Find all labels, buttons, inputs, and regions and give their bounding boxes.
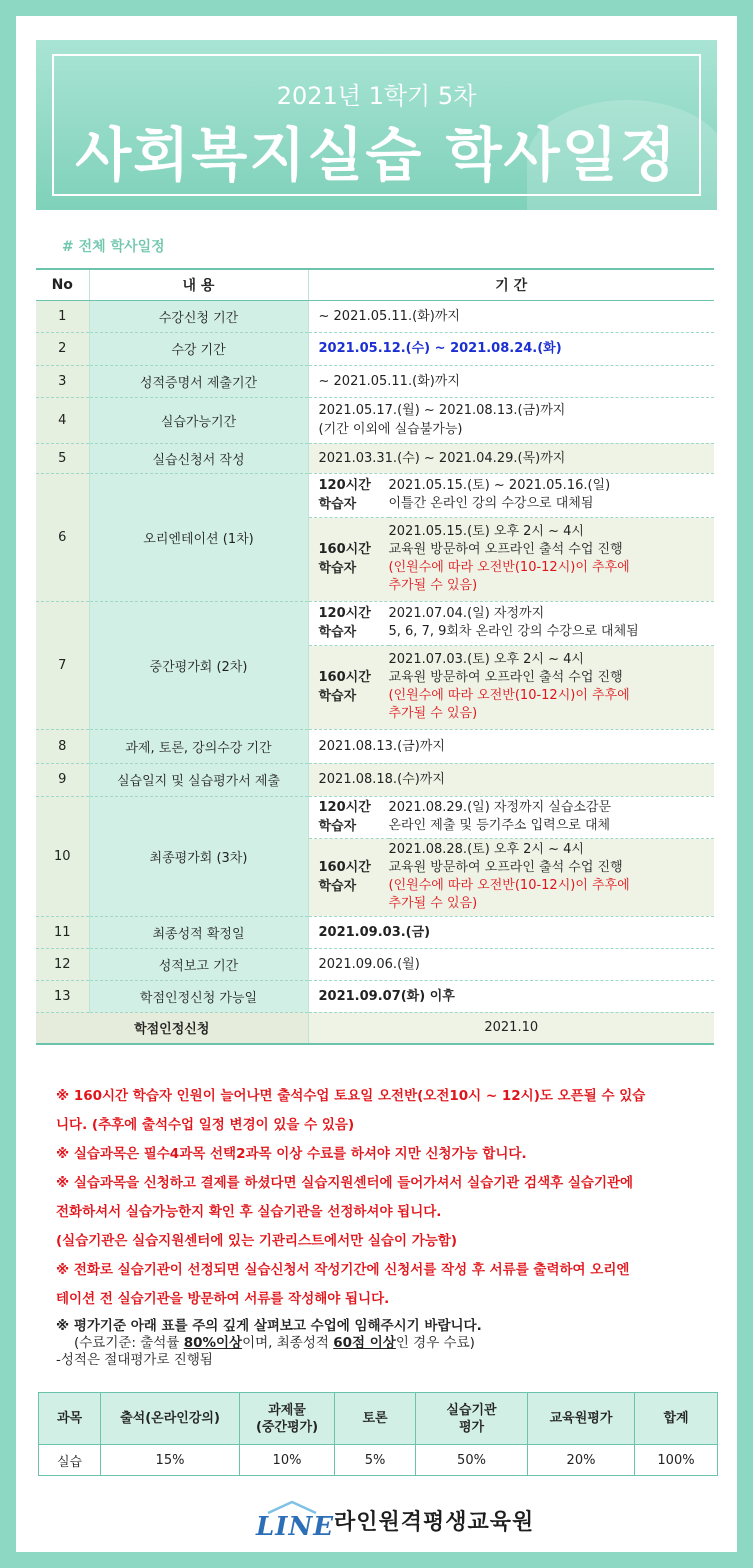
table-row — [36, 443, 714, 473]
row-period: 2021.09.03.(금) — [308, 916, 714, 948]
grade-cell: 실습 — [39, 1445, 101, 1476]
note-line: 테이션 전 실습기관을 방문하여 서류를 작성해야 됩니다. — [56, 1291, 390, 1307]
table-row — [36, 332, 714, 365]
sub-row-160 — [309, 646, 715, 729]
table-row-final — [36, 1012, 714, 1044]
sub-row-160 — [309, 839, 715, 916]
row-no: 9 — [36, 763, 89, 796]
row-period: ~ 2021.05.11.(화)까지 — [308, 300, 714, 332]
sub-text: 2021.05.15.(토) 오후 2시 ~ 4시 교육원 방문하여 오프라인 출석 수업 진행 (인원수에 따라 오전반(10-12시)이 추후에 추가될 수 있음) — [389, 518, 715, 601]
banner-title: 사회복지실습 학사일정 — [75, 121, 678, 189]
sub-label: 120시간 학습자 — [309, 797, 389, 839]
sub-row-120 — [309, 797, 715, 839]
row-no: 1 — [36, 300, 89, 332]
header-period: 기 간 — [308, 269, 714, 300]
table-row — [36, 300, 714, 332]
grade-cell: 5% — [335, 1445, 416, 1476]
note-line: 니다. (추후에 출석수업 일정 변경이 있을 수 있음) — [56, 1117, 355, 1133]
row-content: 오리엔테이션 (1차) — [89, 473, 308, 601]
row-no: 11 — [36, 916, 89, 948]
row-no: 8 — [36, 729, 89, 763]
page — [16, 16, 737, 1552]
row-period — [308, 397, 714, 443]
note-line: ※ 전화로 실습기관이 선정되면 실습신청서 작성기간에 신청서를 작성 후 서류를 출력하여 오리엔 — [56, 1262, 630, 1278]
criteria-absolute: -성적은 절대평가로 진행됨 — [56, 1352, 213, 1368]
final-row-content: 학점인정신청 — [36, 1012, 308, 1044]
grade-header: 과제물 (중간평가) — [240, 1393, 335, 1445]
row-period — [308, 796, 714, 916]
sub-text: 2021.08.28.(토) 오후 2시 ~ 4시 교육원 방문하여 오프라인 출석 수업 진행 (인원수에 따라 오전반(10-12시)이 추후에 추가될 수 있음) — [389, 839, 715, 916]
row-content: 중간평가회 (2차) — [89, 601, 308, 729]
row-no: 3 — [36, 365, 89, 397]
header-content: 내 용 — [89, 269, 308, 300]
institution-logo — [256, 1500, 534, 1540]
sub-text: 2021.07.03.(토) 오후 2시 ~ 4시 교육원 방문하여 오프라인 출석 수업 진행 (인원수에 따라 오전반(10-12시)이 추후에 추가될 수 있음) — [389, 646, 715, 729]
header-no: No — [36, 269, 89, 300]
grade-header: 과목 — [39, 1393, 101, 1445]
row-content: 최종성적 확정일 — [89, 916, 308, 948]
note-line: ※ 실습과목은 필수4과목 선택2과목 이상 수료를 하셔야 지만 신청가능 합니다. — [56, 1146, 527, 1162]
table-row — [36, 796, 714, 916]
grade-header: 합계 — [635, 1393, 718, 1445]
row-no: 13 — [36, 980, 89, 1012]
sub-schedule — [309, 602, 715, 729]
sub-schedule — [309, 474, 715, 601]
row-content: 실습신청서 작성 — [89, 443, 308, 473]
row-no: 12 — [36, 948, 89, 980]
sub-label: 160시간 학습자 — [309, 839, 389, 916]
row-period: 2021.03.31.(수) ~ 2021.04.29.(목)까지 — [308, 443, 714, 473]
institution-name: 라인원격평생교육원 — [334, 1509, 535, 1535]
row-period: 2021.09.07(화) 이후 — [308, 980, 714, 1012]
score-requirement: 60점 이상 — [333, 1335, 396, 1351]
row-period — [308, 601, 714, 729]
sub-row-160 — [309, 518, 715, 601]
period-line: (기간 이외에 실습불가능) — [318, 422, 463, 437]
table-row — [36, 365, 714, 397]
sub-row-120 — [309, 474, 715, 518]
period-line: 2021.05.17.(월) ~ 2021.08.13.(금)까지 — [318, 403, 566, 418]
section-heading: # 전체 학사일정 — [62, 239, 165, 255]
row-content: 수강 기간 — [89, 332, 308, 365]
note-line: ※ 160시간 학습자 인원이 늘어나면 출석수업 토요일 오전반(오전10시 ~ 12시)도 오픈될 수 있습 — [56, 1088, 646, 1104]
row-content: 실습가능기간 — [89, 397, 308, 443]
row-content: 실습일지 및 실습평가서 제출 — [89, 763, 308, 796]
grade-cell: 50% — [416, 1445, 528, 1476]
grade-cell: 15% — [101, 1445, 240, 1476]
sub-row-120 — [309, 602, 715, 646]
grade-header: 토론 — [335, 1393, 416, 1445]
grade-header: 교육원평가 — [528, 1393, 635, 1445]
header-banner — [36, 40, 717, 210]
grade-value-row — [39, 1445, 718, 1476]
sub-text: 2021.08.29.(일) 자정까지 실습소감문 온라인 제출 및 등기주소 입력으로 대체 — [389, 797, 715, 839]
sub-label: 120시간 학습자 — [309, 474, 389, 518]
row-no: 2 — [36, 332, 89, 365]
row-no: 10 — [36, 796, 89, 916]
sub-text: 2021.07.04.(일) 자정까지 5, 6, 7, 9회차 온라인 강의 수강으로 대체됨 — [389, 602, 715, 646]
table-row — [36, 948, 714, 980]
sub-label: 160시간 학습자 — [309, 518, 389, 601]
row-content: 성적보고 기간 — [89, 948, 308, 980]
table-row — [36, 397, 714, 443]
table-row — [36, 980, 714, 1012]
grade-cell: 100% — [635, 1445, 718, 1476]
grade-header-row — [39, 1393, 718, 1445]
table-row — [36, 916, 714, 948]
sub-label: 160시간 학습자 — [309, 646, 389, 729]
row-period — [308, 473, 714, 601]
grade-table — [38, 1392, 718, 1476]
attendance-requirement: 80%이상 — [183, 1335, 243, 1351]
grade-cell: 10% — [240, 1445, 335, 1476]
note-line: (실습기관은 실습지원센터에 있는 기관리스트에서만 실습이 가능함) — [56, 1233, 457, 1249]
table-row — [36, 473, 714, 601]
grade-cell: 20% — [528, 1445, 635, 1476]
grade-header: 실습기관 평가 — [416, 1393, 528, 1445]
row-no: 6 — [36, 473, 89, 601]
evaluation-criteria — [56, 1318, 706, 1369]
row-period: 2021.05.12.(수) ~ 2021.08.24.(화) — [308, 332, 714, 365]
sub-text: 2021.05.15.(토) ~ 2021.05.16.(일) 이틀간 온라인 강의 수강으로 대체됨 — [389, 474, 715, 518]
schedule-table — [36, 268, 714, 1045]
criteria-completion: (수료기준: 출석률 80%이상이며, 최종성적 60점 이상인 경우 수료) — [74, 1335, 475, 1351]
row-content: 학점인정신청 가능일 — [89, 980, 308, 1012]
final-row-period: 2021.10 — [308, 1012, 714, 1044]
row-content: 수강신청 기간 — [89, 300, 308, 332]
row-no: 5 — [36, 443, 89, 473]
line-logo-icon — [256, 1500, 335, 1542]
banner-subtitle: 2021년 1학기 5차 — [276, 82, 477, 110]
row-period: ~ 2021.05.11.(화)까지 — [308, 365, 714, 397]
row-content: 최종평가회 (3차) — [89, 796, 308, 916]
sub-schedule — [309, 797, 715, 916]
row-no: 7 — [36, 601, 89, 729]
table-row — [36, 601, 714, 729]
table-row — [36, 729, 714, 763]
row-period: 2021.09.06.(월) — [308, 948, 714, 980]
note-line: 전화하셔서 실습가능한지 확인 후 실습기관을 선정하셔야 됩니다. — [56, 1204, 442, 1220]
grade-header: 출석(온라인강의) — [101, 1393, 240, 1445]
logo-wordmark: LINE — [256, 1512, 335, 1542]
schedule-header-row — [36, 269, 714, 300]
row-period: 2021.08.13.(금)까지 — [308, 729, 714, 763]
table-row — [36, 763, 714, 796]
row-content: 과제, 토론, 강의수강 기간 — [89, 729, 308, 763]
row-period: 2021.08.18.(수)까지 — [308, 763, 714, 796]
note-line: ※ 실습과목을 신청하고 결제를 하셨다면 실습지원센터에 들어가셔서 실습기관 검색후 실습기관에 — [56, 1175, 634, 1191]
notes — [56, 1082, 706, 1314]
sub-label: 120시간 학습자 — [309, 602, 389, 646]
row-no: 4 — [36, 397, 89, 443]
row-content: 성적증명서 제출기간 — [89, 365, 308, 397]
criteria-title: ※ 평가기준 아래 표를 주의 깊게 살펴보고 수업에 임해주시기 바랍니다. — [56, 1318, 482, 1334]
